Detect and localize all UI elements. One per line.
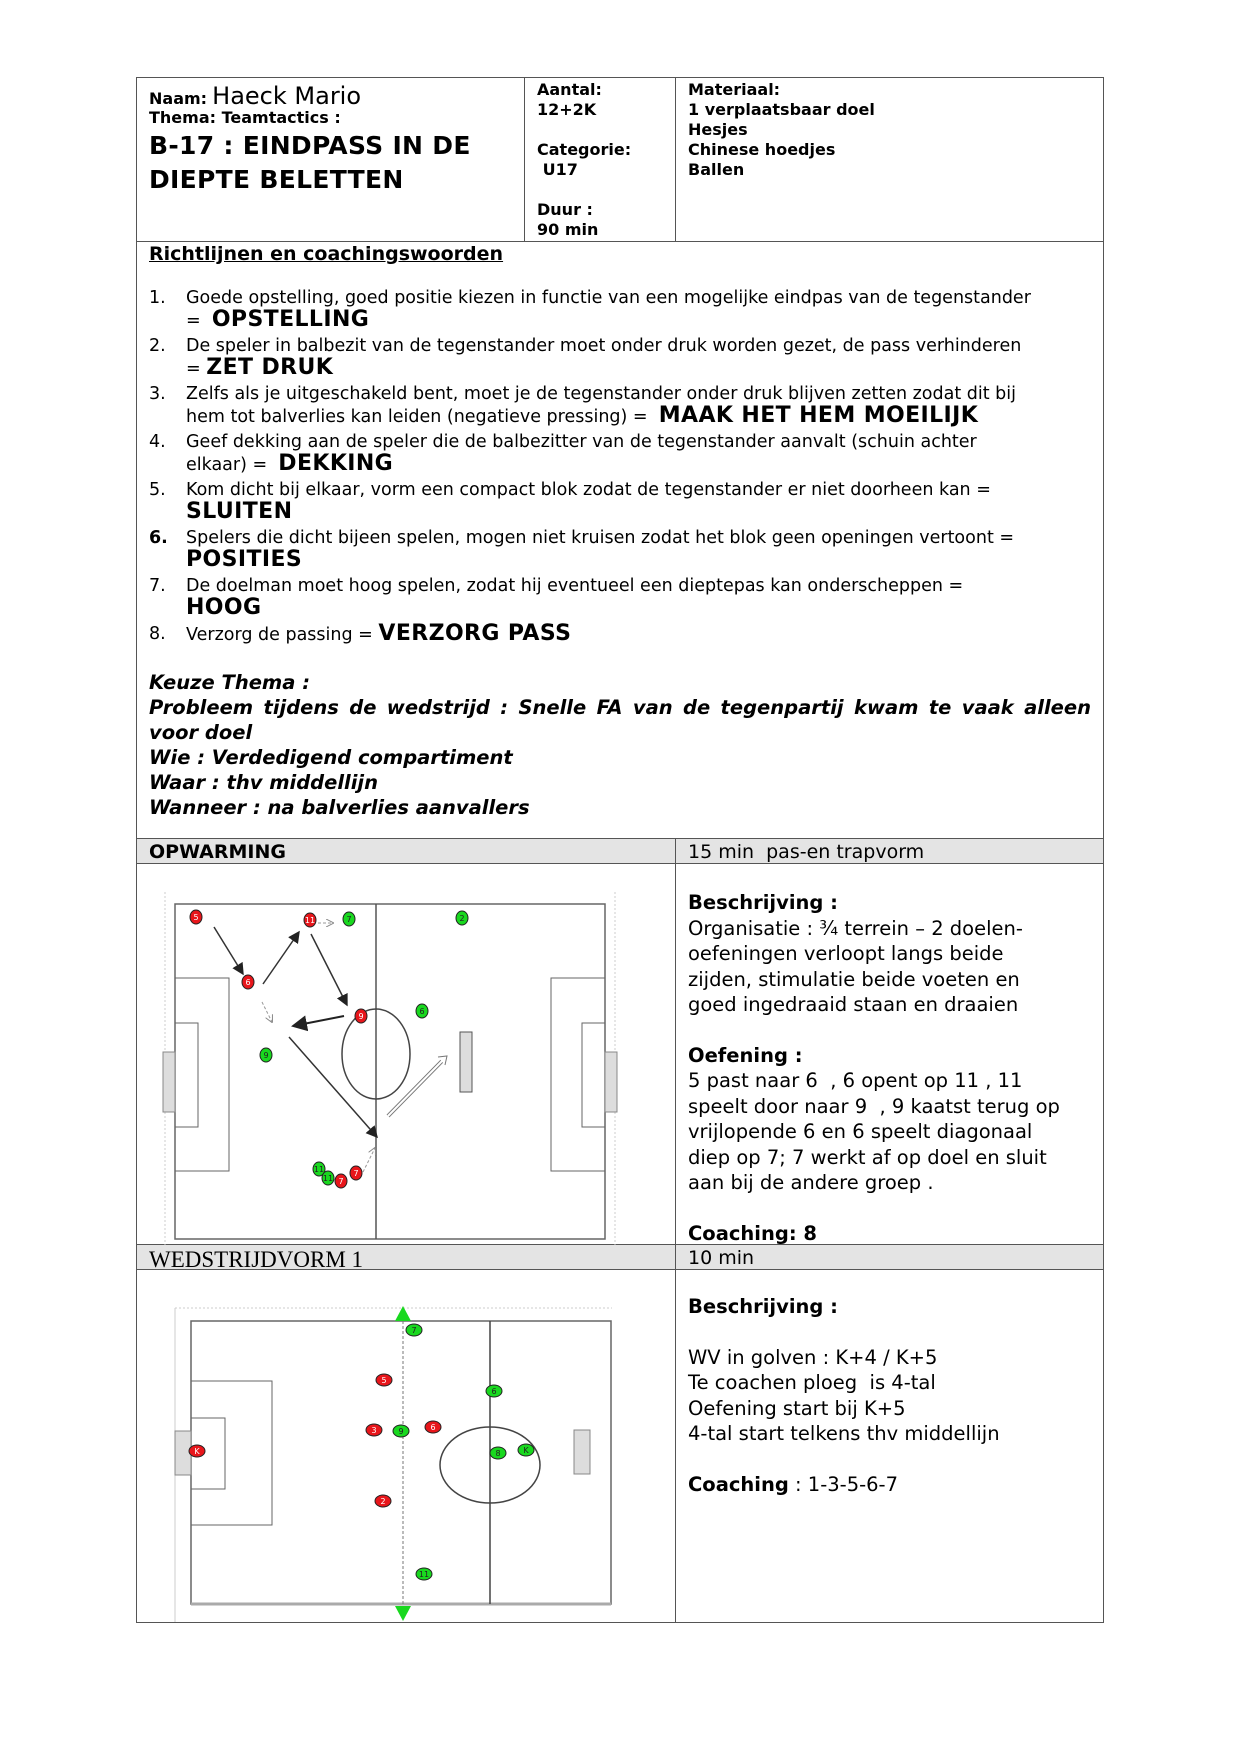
oefening-line: diep op 7; 7 werkt af op doel en sluit bbox=[688, 1145, 1047, 1169]
coaching-keyword: DEKKING bbox=[278, 451, 394, 476]
wedstrijdvorm-row bbox=[137, 1270, 1103, 1622]
coaching-value: : 1-3-5-6-7 bbox=[788, 1472, 898, 1496]
guidelines-title: Richtlijnen en coachingswoorden bbox=[149, 243, 504, 265]
coaching-keyword: SLUITEN bbox=[186, 499, 293, 524]
field-outline bbox=[191, 1321, 611, 1604]
materiaal-label: Materiaal: bbox=[688, 80, 781, 99]
opwarming-bar bbox=[137, 839, 1103, 864]
opwarming-label: OPWARMING bbox=[149, 841, 286, 863]
guideline-item: 4. Geef dekking aan de speler die de balbezitter van de tegenstander aanvalt (schuin achter elkaar) = DEKKING bbox=[149, 432, 977, 476]
wedstrijdvorm-coaching bbox=[688, 1472, 1091, 1498]
player-number: 6 bbox=[430, 1423, 436, 1432]
wie: Wie : Verdedigend compartiment bbox=[149, 746, 513, 769]
coaching-keyword: ZET DRUK bbox=[206, 355, 334, 380]
goal-box-left bbox=[175, 1023, 198, 1127]
pass-arrow bbox=[214, 927, 243, 974]
categorie-value: U17 bbox=[537, 160, 578, 179]
field-outline bbox=[175, 904, 605, 1239]
opwarming-row bbox=[137, 864, 1103, 1245]
beschrijving-line: Oefening start bij K+5 bbox=[688, 1396, 906, 1420]
oefening-label: Oefening : bbox=[688, 1043, 803, 1067]
player-number: 2 bbox=[380, 1497, 386, 1506]
header-row bbox=[137, 78, 1103, 242]
materiaal-item: Hesjes bbox=[688, 120, 748, 139]
penalty-box-right bbox=[551, 978, 605, 1171]
thema: Thema: Teamtactics : bbox=[149, 108, 341, 127]
coaching-keyword: VERZORG PASS bbox=[378, 621, 572, 646]
beschrijving-line: zijden, stimulatie beide voeten en bbox=[688, 967, 1020, 991]
beschrijving-line: Te coachen ploeg is 4-tal bbox=[688, 1371, 936, 1394]
cone-bottom-icon bbox=[395, 1606, 411, 1621]
opwarming-players bbox=[190, 910, 468, 1188]
duur-label: Duur : bbox=[537, 200, 593, 219]
coaching-keyword: MAAK HET HEM MOEILIJK bbox=[658, 403, 979, 428]
training-sheet bbox=[136, 77, 1104, 1623]
wedstrijdvorm-players bbox=[189, 1324, 534, 1580]
materiaal-cell bbox=[675, 78, 1103, 241]
name-value: Haeck Mario bbox=[212, 82, 362, 110]
player-number: 11 bbox=[418, 1570, 430, 1579]
guidelines-list bbox=[149, 287, 1091, 646]
coaching-keyword: POSITIES bbox=[186, 547, 303, 572]
goal-left-icon bbox=[163, 1052, 175, 1112]
opwarming-field bbox=[137, 864, 675, 1245]
beschrijving-line: goed ingedraaid staan en draaien bbox=[688, 993, 1019, 1016]
player-number: 7 bbox=[353, 1169, 359, 1178]
session-title-1: B-17 : EINDPASS IN DE bbox=[149, 131, 471, 160]
wedstrijdvorm-field bbox=[137, 1270, 675, 1622]
movable-goal-icon bbox=[574, 1430, 590, 1474]
player-number: 9 bbox=[263, 1051, 269, 1060]
player-number: 9 bbox=[398, 1427, 404, 1436]
player-number: 3 bbox=[371, 1426, 377, 1435]
wanneer: Wanneer : na balverlies aanvallers bbox=[149, 796, 530, 819]
materiaal-item: 1 verplaatsbaar doel bbox=[688, 100, 875, 119]
name-cell bbox=[137, 78, 524, 241]
wedstrijdvorm-diagram bbox=[137, 1270, 675, 1622]
waar: Waar : thv middellijn bbox=[149, 771, 378, 794]
count-cell bbox=[524, 78, 675, 241]
player-number: 7 bbox=[411, 1326, 417, 1335]
wedstrijdvorm-label: WEDSTRIJDVORM 1 bbox=[149, 1247, 364, 1272]
oefening-line: vrijlopende 6 en 6 speelt diagonaal bbox=[688, 1120, 1033, 1143]
opwarming-duration: 15 min pas-en trapvorm bbox=[675, 839, 1103, 863]
aantal-label: Aantal: bbox=[537, 80, 602, 99]
player-number: 6 bbox=[491, 1387, 497, 1396]
opwarming-diagram bbox=[137, 864, 675, 1244]
guidelines bbox=[137, 242, 1103, 838]
beschrijving-line: Organisatie : ¾ terrein – 2 doelen- bbox=[688, 916, 1023, 940]
beschrijving-line: WV in golven : K+4 / K+5 bbox=[688, 1345, 938, 1369]
pass-arrow bbox=[263, 932, 299, 984]
wedstrijdvorm-description bbox=[675, 1270, 1103, 1622]
movable-goal-icon bbox=[460, 1032, 472, 1092]
duur-value: 90 min bbox=[537, 220, 599, 239]
name-label: Naam: bbox=[149, 89, 208, 108]
guideline-item: 2. De speler in balbezit van de tegenstander moet onder druk worden gezet, de pass verhinderen = ZET DRUK bbox=[149, 336, 1022, 380]
player-number: 7 bbox=[338, 1177, 344, 1186]
guideline-item: 5. Kom dicht bij elkaar, vorm een compact blok zodat de tegenstander er niet doorheen kan = SLUITEN bbox=[149, 480, 991, 524]
player-number: 6 bbox=[419, 1007, 425, 1016]
beschrijving-label: Beschrijving : bbox=[688, 1295, 838, 1318]
categorie-label: Categorie: bbox=[537, 140, 632, 159]
coaching-keyword: OPSTELLING bbox=[211, 307, 370, 332]
player-number: 7 bbox=[346, 915, 352, 924]
opwarming-coaching: Coaching: 8 bbox=[688, 1221, 817, 1245]
aantal-value: 12+2K bbox=[537, 100, 597, 119]
coaching-keyword: HOOG bbox=[186, 595, 262, 620]
guideline-item: 3. Zelfs als je uitgeschakeld bent, moet je de tegenstander onder druk blijven zetten zodat dit bij hem tot balverlies kan leiden (negatieve pressing) = MAAK HET HEM MOEILIJK bbox=[149, 384, 1016, 428]
theme-block bbox=[149, 670, 1091, 820]
player-number: K bbox=[523, 1446, 529, 1455]
keuze-thema: Keuze Thema : bbox=[149, 671, 310, 694]
wedstrijdvorm-duration: 10 min bbox=[675, 1245, 1103, 1269]
oefening-line: aan bij de andere groep . bbox=[688, 1171, 934, 1194]
player-number: 11 bbox=[313, 1165, 325, 1174]
materiaal-item: Ballen bbox=[688, 160, 745, 179]
player-number: 2 bbox=[459, 914, 465, 923]
player-number: 5 bbox=[193, 913, 199, 922]
oefening-line: speelt door naar 9 , 9 kaatst terug op bbox=[688, 1094, 1060, 1118]
materiaal-item: Chinese hoedjes bbox=[688, 140, 836, 159]
player-number: 6 bbox=[245, 978, 251, 987]
guideline-item: 8. Verzorg de passing = VERZORG PASS bbox=[149, 621, 572, 646]
player-number: 11 bbox=[322, 1174, 334, 1183]
beschrijving-label: Beschrijving : bbox=[688, 891, 838, 914]
player-number: 9 bbox=[358, 1012, 364, 1021]
guideline-item: 1. Goede opstelling, goed positie kiezen in functie van een mogelijke eindpas van de tegenstander = OPSTELLING bbox=[149, 288, 1031, 332]
pass-arrow bbox=[293, 1016, 344, 1026]
goal-box-right bbox=[582, 1023, 605, 1127]
oefening-line: 5 past naar 6 , 6 opent op 11 , 11 bbox=[688, 1069, 1023, 1092]
player-number: 8 bbox=[495, 1449, 501, 1458]
player-number: 5 bbox=[381, 1376, 387, 1385]
run-arrow bbox=[363, 1148, 375, 1172]
player-number: 11 bbox=[304, 916, 316, 925]
beschrijving-line: 4-tal start telkens thv middellijn bbox=[688, 1422, 1000, 1445]
run-arrow bbox=[262, 1002, 272, 1022]
penalty-box-left bbox=[175, 978, 229, 1171]
guideline-item: 7. De doelman moet hoog spelen, zodat hij eventueel een dieptepas kan onderscheppen = HOOG bbox=[149, 576, 964, 620]
goal-right-icon bbox=[605, 1052, 617, 1112]
guidelines-row bbox=[137, 242, 1103, 839]
session-title-2: DIEPTE BELETTEN bbox=[149, 165, 404, 194]
opwarming-description bbox=[675, 864, 1103, 1244]
guideline-item: 6. Spelers die dicht bijeen spelen, mogen niet kruisen zodat het blok geen openingen vertoont = POSITIES bbox=[149, 528, 1015, 572]
pass-arrow bbox=[311, 934, 347, 1005]
coaching-label: Coaching bbox=[688, 1472, 789, 1496]
player-number: K bbox=[194, 1447, 200, 1456]
goal-left-icon bbox=[175, 1431, 191, 1475]
shot-arrow-inner bbox=[388, 1060, 443, 1116]
probleem: Probleem tijdens de wedstrijd : Snelle FA van de tegenpartij kwam te vaak alleen voor doel bbox=[149, 696, 1091, 744]
pass-arrow bbox=[289, 1037, 377, 1137]
beschrijving-line: oefeningen verloopt langs beide bbox=[688, 942, 1004, 965]
wedstrijdvorm-bar bbox=[137, 1245, 1103, 1270]
